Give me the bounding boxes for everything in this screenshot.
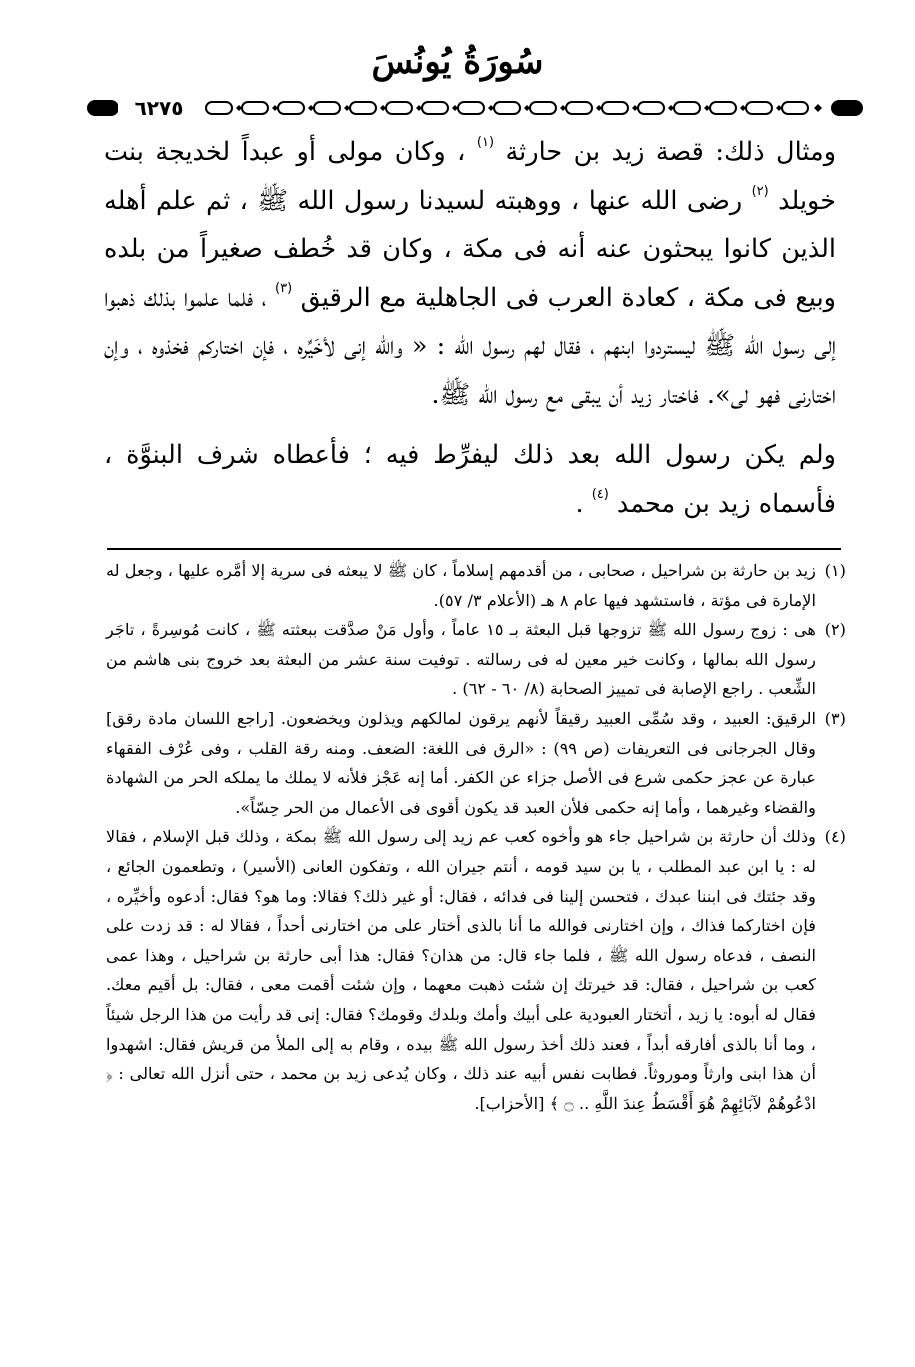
footnote-ref-3: (٣) (275, 280, 293, 296)
footnote-text: زيد بن حارثة بن شراحيل ، صحابى ، من أقدمهم إسلاماً ، كان ﷺ لا يبعثه فى سرية إلا أمَّره عليها ، وجعل له الإمارة فى مؤتة ، فاستشهد فيها عام ٨ هـ (الأعلام ٣/ ٥٧). (106, 561, 816, 610)
footnote-text: الرقيق: العبيد ، وقد سُمِّى العبيد رقيقاً لأنهم يرقون لمالكهم ويذلون ويخضعون. [راجع اللسان مادة رقق] وقال الجرجانى فى التعريفات (ص ٩٩) : «الرق فى اللغة: الضعف. ومنه رقة القلب ، وفى عُرْف الفقهاء عبارة عن عجز حكمى شرع فى الأصل جزاء عن الكفر. أما إنه عَجْز فلأنه لا يملك ما يملكه الحر من الشهادة والقضاء وغيرهما ، وأما إنه حكمى فلأن العبد قد يكون أقوى فى الأعمال من الحر حِسّاً». (106, 708, 816, 817)
surah-title: سُورَةُ يُونُسَ (371, 42, 544, 82)
footnotes (106, 556, 846, 1118)
footnote-divider (107, 548, 841, 550)
main-text (104, 128, 836, 528)
footnote-number: (١) (824, 561, 846, 580)
footnote-ref-2: (٢) (751, 183, 769, 199)
page-number: ٦٢٧٥ (118, 95, 200, 121)
footnote-3 (106, 704, 846, 822)
text-span: رضى الله عنها ، ووهبته لسيدنا رسول الله ﷺ ، ثم علم أهله الذين كانوا يبحثون عنه أنه فى مكة ، وكان قد خُطف صغيراً من بلده وبيع فى مكة ، كعادة العرب فى الجاهلية مع الرقيق (104, 185, 836, 313)
footnote-text: وذلك أن حارثة بن شراحيل جاء هو وأخوه كعب عم زيد إلى رسول الله ﷺ بمكة ، وذلك قبل الإسلام ، فقالا له : يا ابن عبد المطلب ، يا بن سيد قومه ، أنتم جيران الله ، وتفكون العانى (الأسير) ، وتطعمون الجائع ، وقد جئتك فى ابننا عبدك ، فتحسن إلينا فى فدائه ، فقال: أو غير ذلك؟ فقالا: وما هو؟ فقال: أدعوه وأخيِّره ، فإن اختاركما فذاك ، وإن اختارنى فوالله ما أنا بالذى أختار على من اختارنى أحداً ، فقالا له : قد زدت على النصف ، فدعاه رسول الله ﷺ ، فلما جاء قال: من هذان؟ فقال: هذا أبى حارثة بن شراحيل ، وهذا عمى كعب بن شراحيل ، فقال: قد خيرتك إن شئت ذهبت معهما ، وإن شئت أقمت معى ، فقال: بل أقيم معك. فقال له أبوه: يا زيد ، أتختار العبودية على أبيك وأمك وبلدك وقومك؟ فقال: إنى قد رأيت من هذا الرجل شيئاً ، وما أنا بالذى أفارقه أبداً ، فعند ذلك أخذ رسول الله ﷺ بيده ، وقام به إلى الملأ من قريش فقال: اشهدوا أن هذا ابنى وارثاً وموروثاً. فطابت نفس أبيه عند ذلك ، وكان يُدعى زيد بن محمد ، حتى أنزل الله تعالى : ﴿ ادْعُوهُمْ لآبَائِهِمْ هُوَ أَقْسَطُ عِندَ اللَّهِ .. ۝ ﴾ [الأحزاب]. (106, 827, 817, 1113)
text-span: ، وكان مولى أو عبداً لخديجة بنت خويلد (104, 137, 836, 216)
footnote-number: (٣) (824, 708, 846, 728)
footnote-2 (106, 615, 846, 704)
decorative-header-band (86, 96, 864, 120)
footnote-ref-4: (٤) (591, 486, 609, 502)
footnote-text: هى : زوج رسول الله ﷺ تزوجها قبل البعثة بـ ١٥ عاماً ، وأول مَنْ صدَّقت ببعثته ﷺ ، كانت مُوسِرةً ، تاجَر رسول الله بمالها ، وكانت خير معين له فى رسالته . توفيت سنة عشر من البعثة بعد خروج بنى هاشم من الشِّعب . راجع الإصابة فى تمييز الصحابة (٨/ ٦٠ - ٦٢) . (106, 620, 816, 699)
footnote-ref-1: (١) (476, 135, 495, 150)
footnote-number: (٤) (824, 827, 846, 847)
footnote-4 (106, 822, 846, 1118)
text-span: ومثال ذلك: قصة زيد بن حارثة (494, 137, 837, 167)
text-span: . (575, 488, 592, 519)
paragraph-1 (104, 128, 836, 419)
text-span: ، فلما علموا بذلك ذهبوا إلى رسول الله ﷺ ليستردوا ابنهم ، فقال لهم رسول الله : « والله إنى لأخَيِّره ، فإن اختاركم فخذوه ، وإن اختارنى فهو لى». فاختار زيد أن يبقى مع رسول الله ﷺ. (104, 282, 836, 410)
text-span: ولم يكن رسول الله بعد ذلك ليفرِّط فيه ؛ فأعطاه شرف البنوَّة ، فأسماه زيد بن محمد (104, 440, 836, 519)
footnote-number: (٢) (824, 620, 846, 640)
paragraph-2 (104, 431, 836, 528)
footnote-1 (106, 556, 846, 615)
ornamental-border-icon (86, 96, 864, 120)
